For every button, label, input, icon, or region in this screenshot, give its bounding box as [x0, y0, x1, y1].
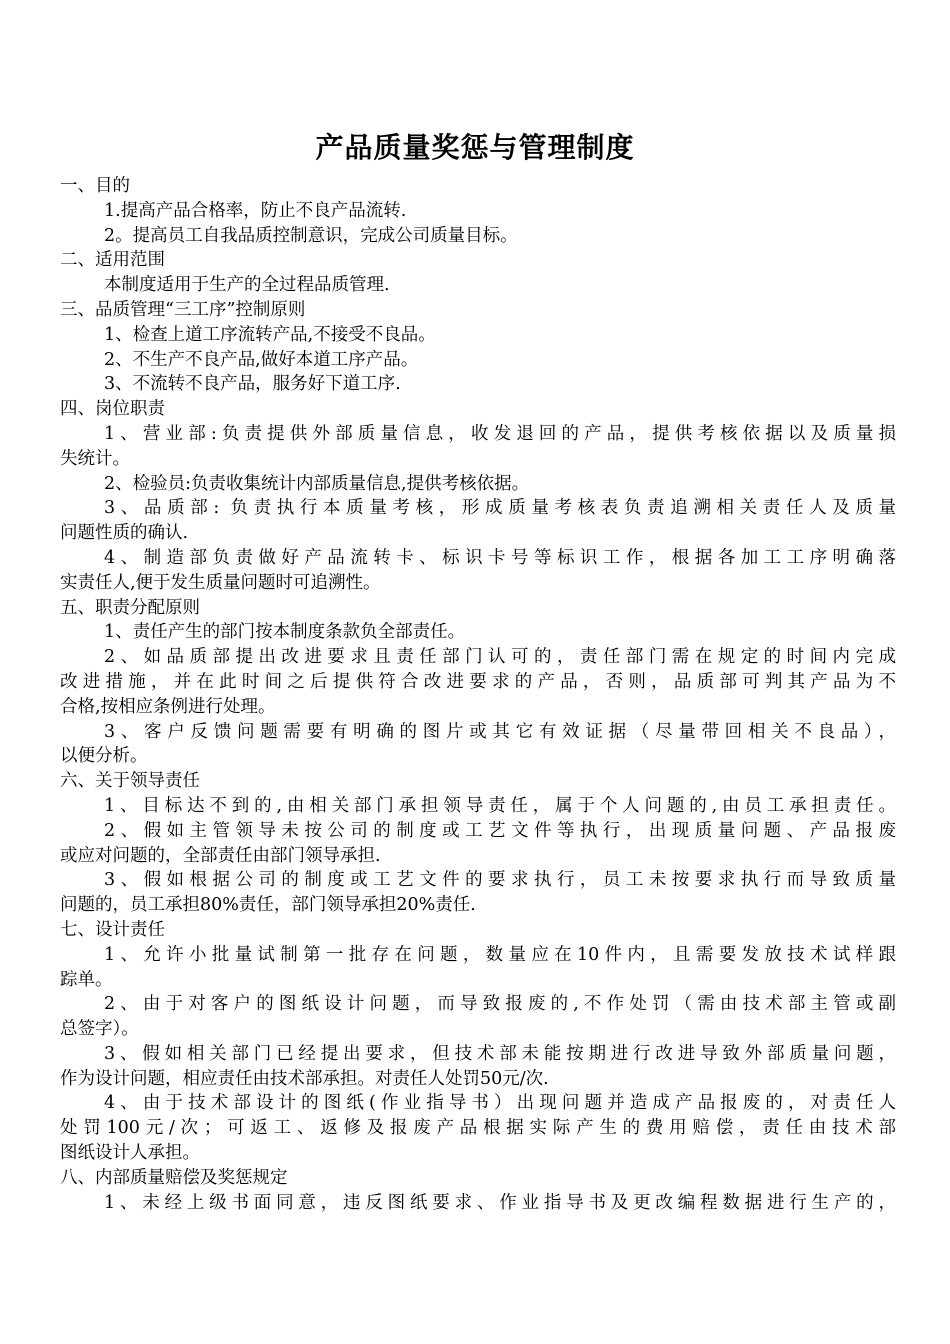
document-line: 失统计。	[60, 448, 130, 469]
document-line: 作为设计问题，相应责任由技术部承担。对责任人处罚50元/次.	[60, 1068, 549, 1089]
document-line: 七、设计责任	[60, 919, 165, 940]
document-line: 图纸设计人承担。	[60, 1143, 200, 1164]
document-line: 六、关于领导责任	[60, 771, 200, 792]
document-line: 3、客户反馈问题需要有明确的图片或其它有效证据（尽量带回相关不良品），	[104, 721, 896, 742]
document-line: 1、目标达不到的,由相关部门承担领导责任，属于个人问题的,由员工承担责任。	[104, 795, 896, 816]
document-line: 4、制造部负责做好产品流转卡、标识卡号等标识工作，根据各加工工序明确落	[104, 547, 896, 568]
document-line: 1、检查上道工序流转产品,不接受不良品。	[104, 324, 436, 345]
document-line: 实责任人,便于发生质量问题时可追溯性。	[60, 572, 381, 593]
document-line: 二、适用范围	[60, 250, 165, 271]
document-body	[60, 174, 896, 1215]
document-line: 2、由于对客户的图纸设计问题，而导致报废的,不作处罚（需由技术部主管或副	[104, 994, 896, 1015]
document-line: 或应对问题的，全部责任由部门领导承担.	[60, 845, 381, 866]
document-line: 五、职责分配原则	[60, 597, 200, 618]
document-line: 八、内部质量赔偿及奖惩规定	[60, 1167, 288, 1188]
document-line: 4、由于技术部设计的图纸(作业指导书）出现问题并造成产品报废的，对责任人	[104, 1093, 896, 1114]
document-line: 合格,按相应条例进行处理。	[60, 696, 276, 717]
document-title: 产品质量奖惩与管理制度	[315, 131, 635, 164]
document-line: 3、假如相关部门已经提出要求，但技术部未能按期进行改进导致外部质量问题，	[104, 1043, 896, 1064]
document-line: 总签字）。	[60, 1019, 139, 1040]
document-line: 2、不生产不良产品,做好本道工序产品。	[104, 349, 419, 370]
document-line: 1、允许小批量试制第一批存在问题，数量应在10件内，且需要发放技术试样跟	[104, 944, 896, 965]
document-line: 改进措施，并在此时间之后提供符合改进要求的产品，否则，品质部可判其产品为不	[60, 671, 896, 692]
document-line: 问题性质的确认.	[60, 523, 189, 544]
document-line: 3、品质部: 负责执行本质量考核，形成质量考核表负责追溯相关责任人及质量	[104, 498, 896, 519]
document-line: 处罚100元/次；可返工、返修及报废产品根据实际产生的费用赔偿，责任由技术部	[60, 1118, 896, 1139]
document-line: 四、岗位职责	[60, 399, 165, 420]
document-line: 1、责任产生的部门按本制度条款负全部责任。	[104, 622, 466, 643]
document-line: 一、目的	[60, 176, 130, 196]
document-line: 2、检验员:负责收集统计内部质量信息,提供考核依据。	[104, 473, 530, 494]
document-line: 2、假如主管领导未按公司的制度或工艺文件等执行，出现质量问题、产品报废	[104, 820, 896, 841]
document-line: 2。提高员工自我品质控制意识，完成公司质量目标。	[104, 225, 518, 246]
document-line: 2、如品质部提出改进要求且责任部门认可的，责任部门需在规定的时间内完成	[104, 647, 896, 668]
document-line: 踪单。	[60, 969, 113, 990]
document-line: 1、营业部:负责提供外部质量信息，收发退回的产品，提供考核依据以及质量损	[104, 423, 896, 444]
document-line: 三、品质管理“三工序”控制原则	[60, 299, 306, 320]
document-line: 以便分析。	[60, 746, 148, 767]
document-line: 3、假如根据公司的制度或工艺文件的要求执行，员工未按要求执行而导致质量	[104, 870, 896, 891]
document-line: 本制度适用于生产的全过程品质管理.	[104, 275, 390, 296]
document-line: 3、不流转不良产品，服务好下道工序.	[104, 374, 401, 395]
document-line: 1.提高产品合格率，防止不良产品流转.	[104, 200, 407, 221]
document-line: 1、未经上级书面同意，违反图纸要求、作业指导书及更改编程数据进行生产的，	[104, 1192, 896, 1213]
document-line: 问题的，员工承担80%责任，部门领导承担20%责任.	[60, 895, 476, 916]
